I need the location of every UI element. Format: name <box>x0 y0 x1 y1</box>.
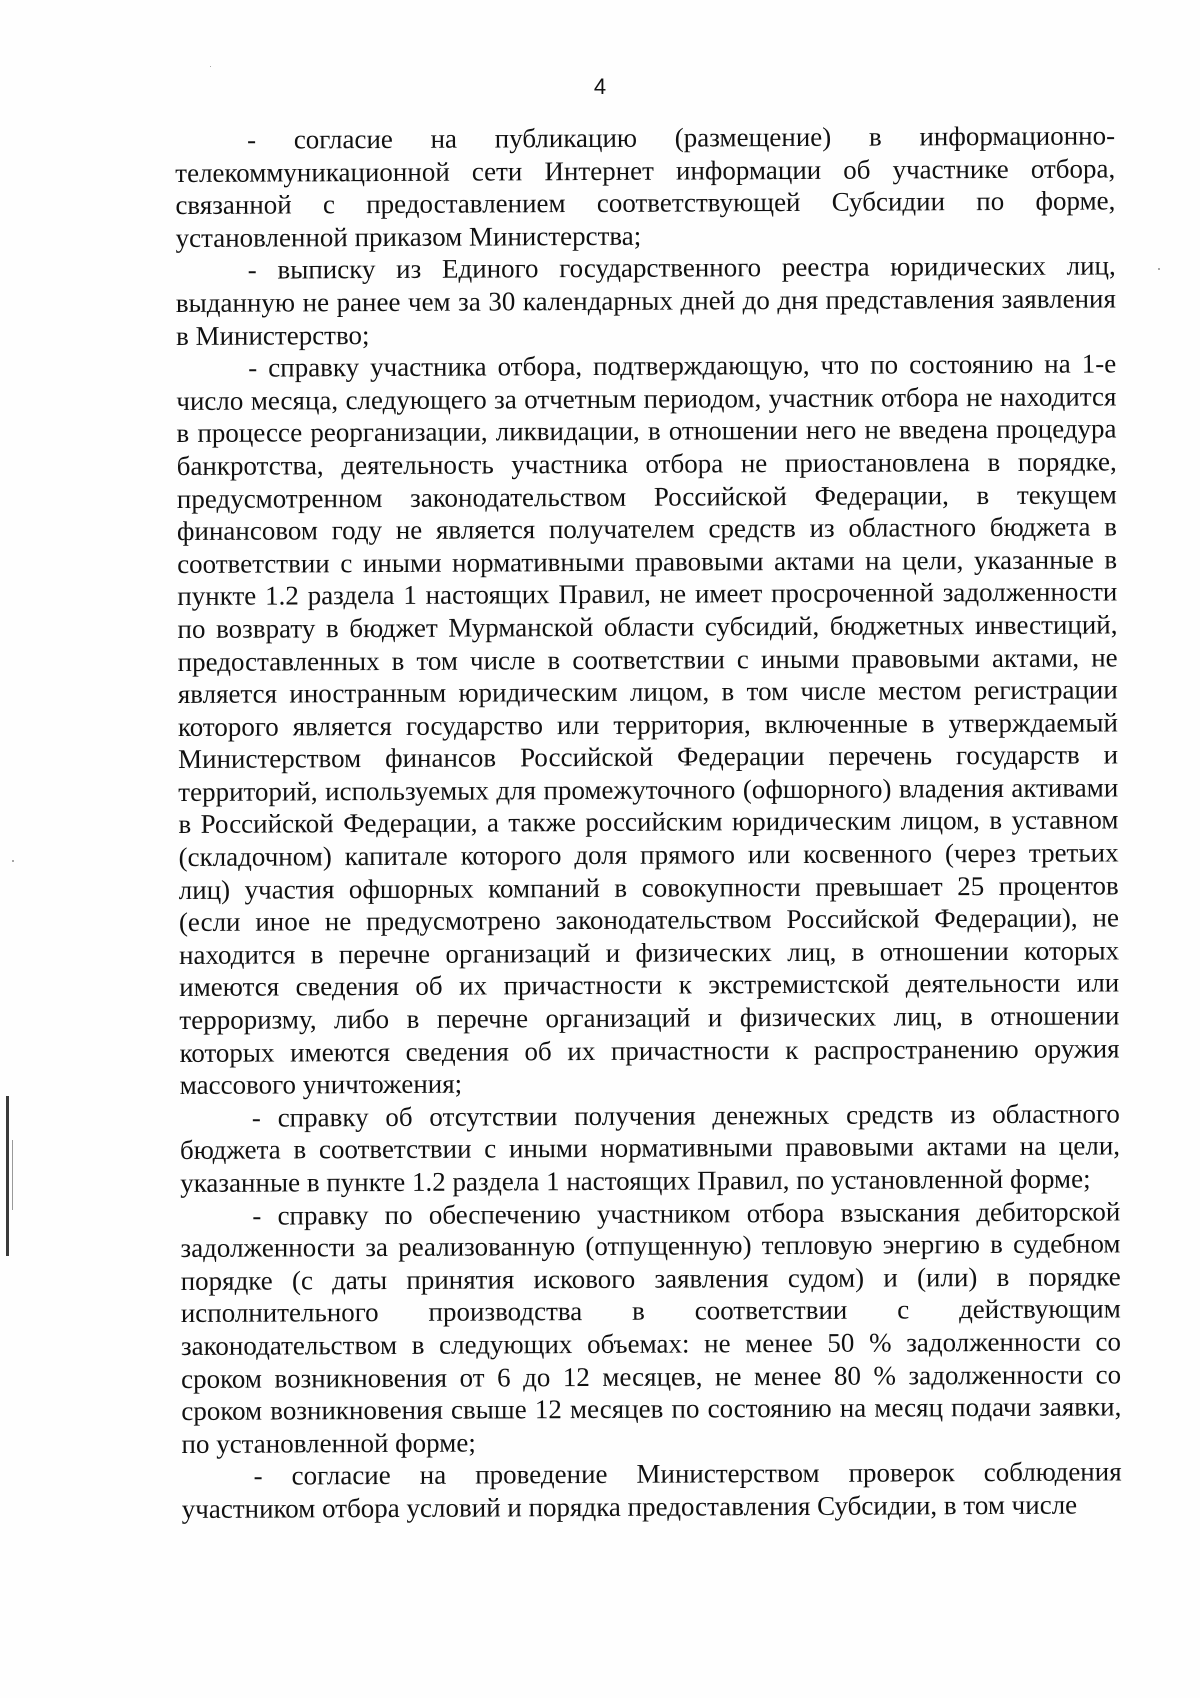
paragraph-consent-inspections: - согласие на проведение Министерством проверок соблюдения участником отбора условий и порядка предоставления Субсидии, в том числе <box>181 1456 1122 1524</box>
paragraph-receivables-certificate: - справку по обеспечению участником отбора взыскания дебиторской задолженности за реализованную (отпущенную) тепловую энергию в судебном порядке (с даты принятия искового заявления судом) и (или) в порядке исполнительного производства в соответствии с действующим законодательством в следующих объемах: не менее 50 % задолженности со сроком возникновения от 6 до 12 месяцев, не менее 80 % задолженности со сроком возникновения свыше 12 месяцев по состоянию на месяц подачи заявки, по установленной форме; <box>180 1195 1122 1459</box>
scan-speck <box>12 860 14 862</box>
page-number: 4 <box>593 74 607 99</box>
scan-speck <box>210 66 211 67</box>
scan-edge-mark-thin <box>12 1140 13 1210</box>
paragraph-no-funds-certificate: - справку об отсутствии получения денежных средств из областного бюджета в соответствии с иными нормативными правовыми актами на цели, указанные в пункте 1.2 раздела 1 настоящих Правил, по установленной форме; <box>179 1098 1121 1198</box>
document-body <box>175 119 1122 1525</box>
scan-edge-mark <box>6 1096 9 1256</box>
paragraph-consent-publication: - согласие на публикацию (размещение) в информационно-телекоммуникационной сети Интернет информации об участнике отбора, связанной с предоставлением соответствующей Субсидии по форме, установленной приказом Министерства; <box>175 120 1116 253</box>
paragraph-egrul-extract: - выписку из Единого государственного реестра юридических лиц, выданную не ранее чем за 30 календарных дней до дня представления заявления в Министерство; <box>175 250 1116 351</box>
paragraph-participant-certificate: - справку участника отбора, подтверждающую, что по состоянию на 1-е число месяца, следующего за отчетным периодом, участник отбора не находится в процессе реорганизации, ликвидации, в отношении него не введена процедура банкротства, деятельность участника отбора не приостановлена в порядке, предусмотренном законодательством Российской Федерации, в текущем финансовом году не является получателем средств из областного бюджета в соответствии с иными нормативными правовыми актами на цели, указанные в пункте 1.2 раздела 1 настоящих Правил, не имеет просроченной задолженности по возврату в бюджет Мурманской области субсидий, бюджетных инвестиций, предоставленных в том числе в соответствии с иными правовыми актами, не является иностранным юридическим лицом, в том числе местом регистрации которого является государство или территория, включенные в утверждаемый Министерством финансов Российской Федерации перечень государств и территорий, используемых для промежуточного (офшорного) владения активами в Российской Федерации, а также российским юридическим лицом, в уставном (складочном) капитале которого доля прямого или косвенного (через третьих лиц) участия офшорных компаний в совокупности превышает 25 процентов (если иное не предусмотрено законодательством Российской Федерации), не находится в перечне организаций и физических лиц, в отношении которых имеются сведения об их причастности к экстремистской деятельности или терроризму, либо в перечне организаций и физических лиц, в отношении которых имеются сведения об их причастности к распространению оружия массового уничтожения; <box>176 348 1120 1101</box>
scan-speck <box>1158 268 1160 270</box>
